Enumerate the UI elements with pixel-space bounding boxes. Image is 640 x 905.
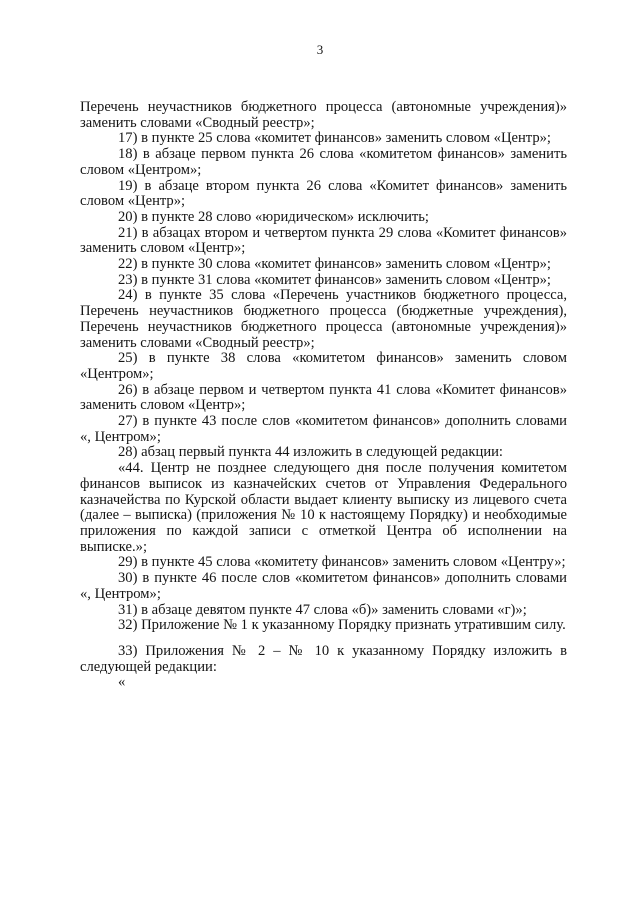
paragraph-23: 23) в пункте 31 слова «комитет финансов» заменить словом «Центр»;	[118, 271, 551, 288]
paragraph-30: 30) в пункте 46 после слов «комитетом финансов» дополнить словами «, Центром»;	[80, 570, 567, 602]
paragraph-21: 21) в абзацах втором и четвертом пункта 29 слова «Комитет финансов» заменить словом «Центр»;	[80, 224, 567, 257]
paragraph-31: 31) в абзаце девятом пункте 47 слова «б)» заменить словами «г)»;	[118, 601, 527, 618]
paragraph-24: 24) в пункте 35 слова «Перечень участников бюджетного процесса, Перечень неучастников бюджетного процесса (бюджетные учреждения), Перечень неучастников бюджетного процесса (автономные учреждения)» заменить словами «Сводный реестр»;	[80, 287, 567, 351]
paragraph-18: 18) в абзаце первом пункта 26 слова «комитетом финансов» заменить словом «Центром»;	[80, 146, 567, 178]
paragraph-16-continuation: Перечень неучастников бюджетного процесса (автономные учреждения)» заменить словами «Сводный реестр»;	[80, 99, 567, 131]
paragraph-20: 20) в пункте 28 слово «юридическом» исключить;	[118, 208, 429, 225]
paragraph-29: 29) в пункте 45 слова «комитету финансов» заменить словом «Центру»;	[118, 554, 566, 571]
page-number: 3	[316, 42, 324, 57]
paragraph-22: 22) в пункте 30 слова «комитет финансов» заменить словом «Центр»;	[118, 256, 551, 273]
opening-quote: «	[118, 674, 126, 691]
paragraph-19: 19) в абзаце втором пункта 26 слова «Комитет финансов» заменить словом «Центр»;	[80, 177, 567, 210]
paragraph-27: 27) в пункте 43 после слов «комитетом финансов» дополнить словами «, Центром»;	[80, 413, 567, 445]
paragraph-17: 17) в пункте 25 слова «комитет финансов» заменить словом «Центр»;	[118, 130, 551, 147]
paragraph-26: 26) в абзаце первом и четвертом пункта 41 слова «Комитет финансов» заменить словом «Центр»;	[80, 381, 567, 414]
paragraph-32: 32) Приложение № 1 к указанному Порядку признать утратившим силу.	[118, 617, 566, 634]
paragraph-28: 28) абзац первый пункта 44 изложить в следующей редакции:	[118, 444, 503, 461]
document-body	[80, 100, 567, 691]
quoted-clause-44: «44. Центр не позднее следующего дня после получения комитетом финансов выписок из казначейских счетов от Управления Федерального казначейства по Курской области выдает клиенту выписку из лицевого счета (далее – выписка) (приложения № 10 к настоящему Порядку) и необходимые приложения по каждой записи с отметкой Центра об исполнении на выписке.»;	[80, 460, 567, 555]
paragraph-25: 25) в пункте 38 слова «комитетом финансов» заменить словом «Центром»;	[80, 350, 567, 382]
paragraph-33: 33) Приложения № 2 – № 10 к указанному Порядку изложить в следующей редакции:	[80, 642, 567, 675]
